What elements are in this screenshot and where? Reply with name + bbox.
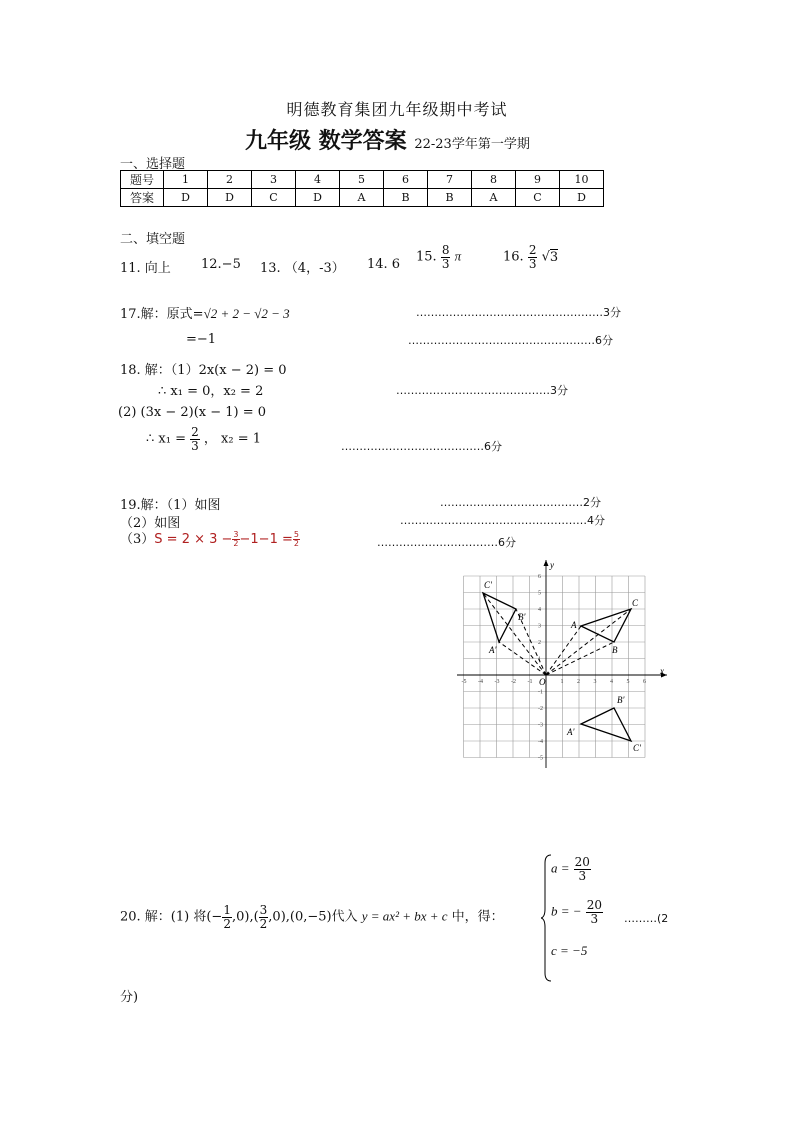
section-choice-title: 一、选择题 <box>120 157 186 172</box>
y-tick-label: 1 <box>538 656 541 663</box>
table-cell: B <box>384 189 428 207</box>
section-fill-title: 二、填空题 <box>120 232 186 247</box>
sys-a-num: 20 <box>574 855 590 869</box>
q18-score-1: ……………………………………3分 <box>396 384 568 397</box>
q18-numerator: 2 <box>191 425 199 439</box>
dashed-lines <box>483 590 631 675</box>
q16-fraction <box>528 244 538 270</box>
x-tick-label: -5 <box>461 679 467 685</box>
y-tick-label: -1 <box>538 689 543 696</box>
dash-o-c1 <box>483 590 546 675</box>
table-cell: 6 <box>384 171 428 189</box>
answer-q15 <box>416 244 461 270</box>
row-label-answer: 答案 <box>121 189 164 207</box>
q18-line4 <box>146 426 261 452</box>
axis-x-label: x <box>660 666 664 676</box>
q20-f2-num: 3 <box>259 903 268 917</box>
table-cell: A <box>472 189 516 207</box>
sys-a-fraction <box>574 856 591 882</box>
q20-points-post: ,0),(0,−5)代入 <box>268 909 362 925</box>
triangle-rotated <box>483 593 516 642</box>
sys-b-den: 3 <box>590 911 599 926</box>
q17-line2: =−1 <box>186 332 217 347</box>
q17-expression: √2 + 2 − √2 − 3 <box>203 306 290 321</box>
label-b2: B' <box>617 695 625 705</box>
q17-score-1: ……………………………………………3分 <box>416 306 621 319</box>
tick-labels <box>462 574 647 762</box>
q20-equation: y = ax² + bx + c <box>361 908 448 924</box>
x-tick-label: -2 <box>511 679 516 685</box>
q18-line4-suffix: ， x₂ = 1 <box>203 431 262 447</box>
x-tick-label: -1 <box>527 679 533 685</box>
q20-system-c: c = −5 <box>551 943 588 958</box>
answer-q11: 11. 向上 <box>120 261 171 276</box>
q18-line3: (2) (3x − 2)(x − 1) = 0 <box>118 405 267 420</box>
table-cell: 8 <box>472 171 516 189</box>
q16-denominator: 3 <box>528 256 537 271</box>
q19-line1: 19.解：（1）如图 <box>120 498 221 513</box>
table-cell: 7 <box>428 171 472 189</box>
table-cell: D <box>164 189 208 207</box>
q20-prefix: 20. 解：(1) 将 <box>120 909 207 925</box>
q20-fraction-1 <box>222 904 232 930</box>
q18-line2: ∴ x₁ = 0，x₂ = 2 <box>158 384 264 399</box>
table-cell: 2 <box>208 171 252 189</box>
table-cell: B <box>428 189 472 207</box>
label-a2: A' <box>567 727 575 737</box>
q20-score: ………(2 <box>624 912 669 925</box>
q16-radicand: 3 <box>549 249 559 265</box>
x-tick-label: 6 <box>643 679 646 685</box>
table-row-answers <box>121 189 604 207</box>
sqrt-icon: √ <box>541 249 550 265</box>
answer-title <box>245 124 530 155</box>
q19-expr-a: S = 2 × 3 − <box>154 532 233 547</box>
table-cell: A <box>340 189 384 207</box>
row-label-number: 题号 <box>121 171 164 189</box>
q20-points-pre: (− <box>206 909 223 925</box>
table-cell: 10 <box>560 171 604 189</box>
q15-numerator: 8 <box>441 243 450 257</box>
origin-label: O <box>539 677 546 687</box>
q19-score-3: ……………………………6分 <box>377 536 516 549</box>
y-tick-label: 4 <box>538 607 541 613</box>
q20-suffix: 中，得： <box>447 909 504 925</box>
table-cell: 1 <box>164 171 208 189</box>
x-tick-label: 1 <box>560 679 564 685</box>
q19-f1-num: 3 <box>233 529 239 539</box>
axis-y-label: y <box>550 560 554 570</box>
coordinate-figure <box>455 558 670 770</box>
x-tick-label: -3 <box>494 679 500 685</box>
q20-system-a <box>551 856 591 882</box>
table-cell: 4 <box>296 171 340 189</box>
q18-fraction <box>190 426 200 452</box>
answer-q14: 14. 6 <box>367 257 401 272</box>
y-tick-label: -4 <box>538 739 543 745</box>
table-cell: C <box>516 189 560 207</box>
table-cell: D <box>208 189 252 207</box>
q20-points-mid: ,0),( <box>231 909 259 925</box>
q20-f2-den: 2 <box>259 916 268 931</box>
q17-prefix: 17.解：原式= <box>120 307 204 322</box>
q19-score-1: …………………………………2分 <box>440 496 601 509</box>
label-a: A <box>571 620 577 630</box>
q15-pi: π <box>454 248 462 264</box>
table-row-numbers <box>121 171 604 189</box>
table-cell: C <box>252 189 296 207</box>
q19-line2: （2）如图 <box>120 516 181 531</box>
q19-score-2: ……………………………………………4分 <box>400 514 605 527</box>
answer-title-main: 九年级 数学答案 <box>245 128 407 154</box>
q16-numerator: 2 <box>528 243 537 257</box>
y-tick-label: -5 <box>538 755 543 762</box>
label-b: B <box>612 645 618 655</box>
label-c: C <box>632 598 639 608</box>
q19-f2-den: 2 <box>293 539 299 548</box>
answer-q13: 13. （4，-3） <box>260 261 345 276</box>
label-c2: C' <box>633 743 641 753</box>
x-tick-label: 2 <box>577 679 580 685</box>
y-tick-label: -3 <box>538 722 543 729</box>
table-cell: 5 <box>340 171 384 189</box>
grid <box>461 576 646 758</box>
x-tick-label: 4 <box>610 679 613 685</box>
q18-line4-prefix: ∴ x₁ = <box>146 431 186 447</box>
x-tick-label: 5 <box>626 679 630 685</box>
label-c1: C' <box>484 580 492 590</box>
q17-score-2: ……………………………………………6分 <box>408 334 613 347</box>
y-tick-label: 3 <box>538 623 541 630</box>
q16-number: 16. <box>503 249 524 265</box>
q17-line1 <box>120 303 290 322</box>
q19-line3 <box>120 528 300 548</box>
q20-system-b <box>551 899 603 925</box>
answer-title-term: 22-23学年第一学期 <box>414 137 530 152</box>
q20-tail: 分) <box>120 990 139 1005</box>
x-tick-label: 3 <box>593 679 597 685</box>
y-axis-arrow-icon <box>544 560 549 566</box>
q19-fraction-2 <box>293 531 300 549</box>
q19-expr-b: −1−1 = <box>239 532 293 547</box>
sys-a-prefix: a = <box>551 860 570 876</box>
q18-denominator: 3 <box>191 438 199 453</box>
table-cell: D <box>560 189 604 207</box>
table-cell: 3 <box>252 171 296 189</box>
answer-table <box>120 170 604 207</box>
q19-f2-num: 5 <box>293 529 299 539</box>
y-tick-label: 5 <box>538 590 541 597</box>
table-cell: 9 <box>516 171 560 189</box>
sys-b-fraction <box>586 899 603 925</box>
q20-f1-den: 2 <box>223 916 231 931</box>
q19-f1-den: 2 <box>233 539 239 548</box>
q20-line <box>120 904 504 930</box>
q19-line3-label: （3） <box>120 532 155 547</box>
table-cell: D <box>296 189 340 207</box>
q19-area-formula <box>154 529 300 548</box>
q18-line1: 18. 解：（1）2x(x − 2) = 0 <box>120 363 287 378</box>
q19-fraction-1 <box>232 531 239 549</box>
sys-a-den: 3 <box>578 868 587 883</box>
q18-score-2: …………………………………6分 <box>341 440 502 453</box>
y-tick-label: -2 <box>538 706 543 712</box>
label-b1: B' <box>518 612 526 622</box>
q15-number: 15. <box>416 249 437 265</box>
q15-denominator: 3 <box>441 256 450 271</box>
sys-b-num: 20 <box>586 898 602 912</box>
answer-q16 <box>503 244 558 270</box>
y-tick-label: 2 <box>538 640 541 646</box>
sys-b-prefix: b = − <box>551 903 582 919</box>
q20-fraction-2 <box>259 904 269 930</box>
dash-o-a <box>546 626 581 675</box>
y-tick-label: 6 <box>538 574 541 580</box>
exam-title: 明德教育集团九年级期中考试 <box>286 100 508 119</box>
label-a1: A' <box>489 645 497 655</box>
x-tick-label: -4 <box>478 679 483 685</box>
q20-f1-num: 1 <box>223 903 231 917</box>
answer-q12: 12.−5 <box>201 257 241 272</box>
q15-fraction <box>441 244 451 270</box>
